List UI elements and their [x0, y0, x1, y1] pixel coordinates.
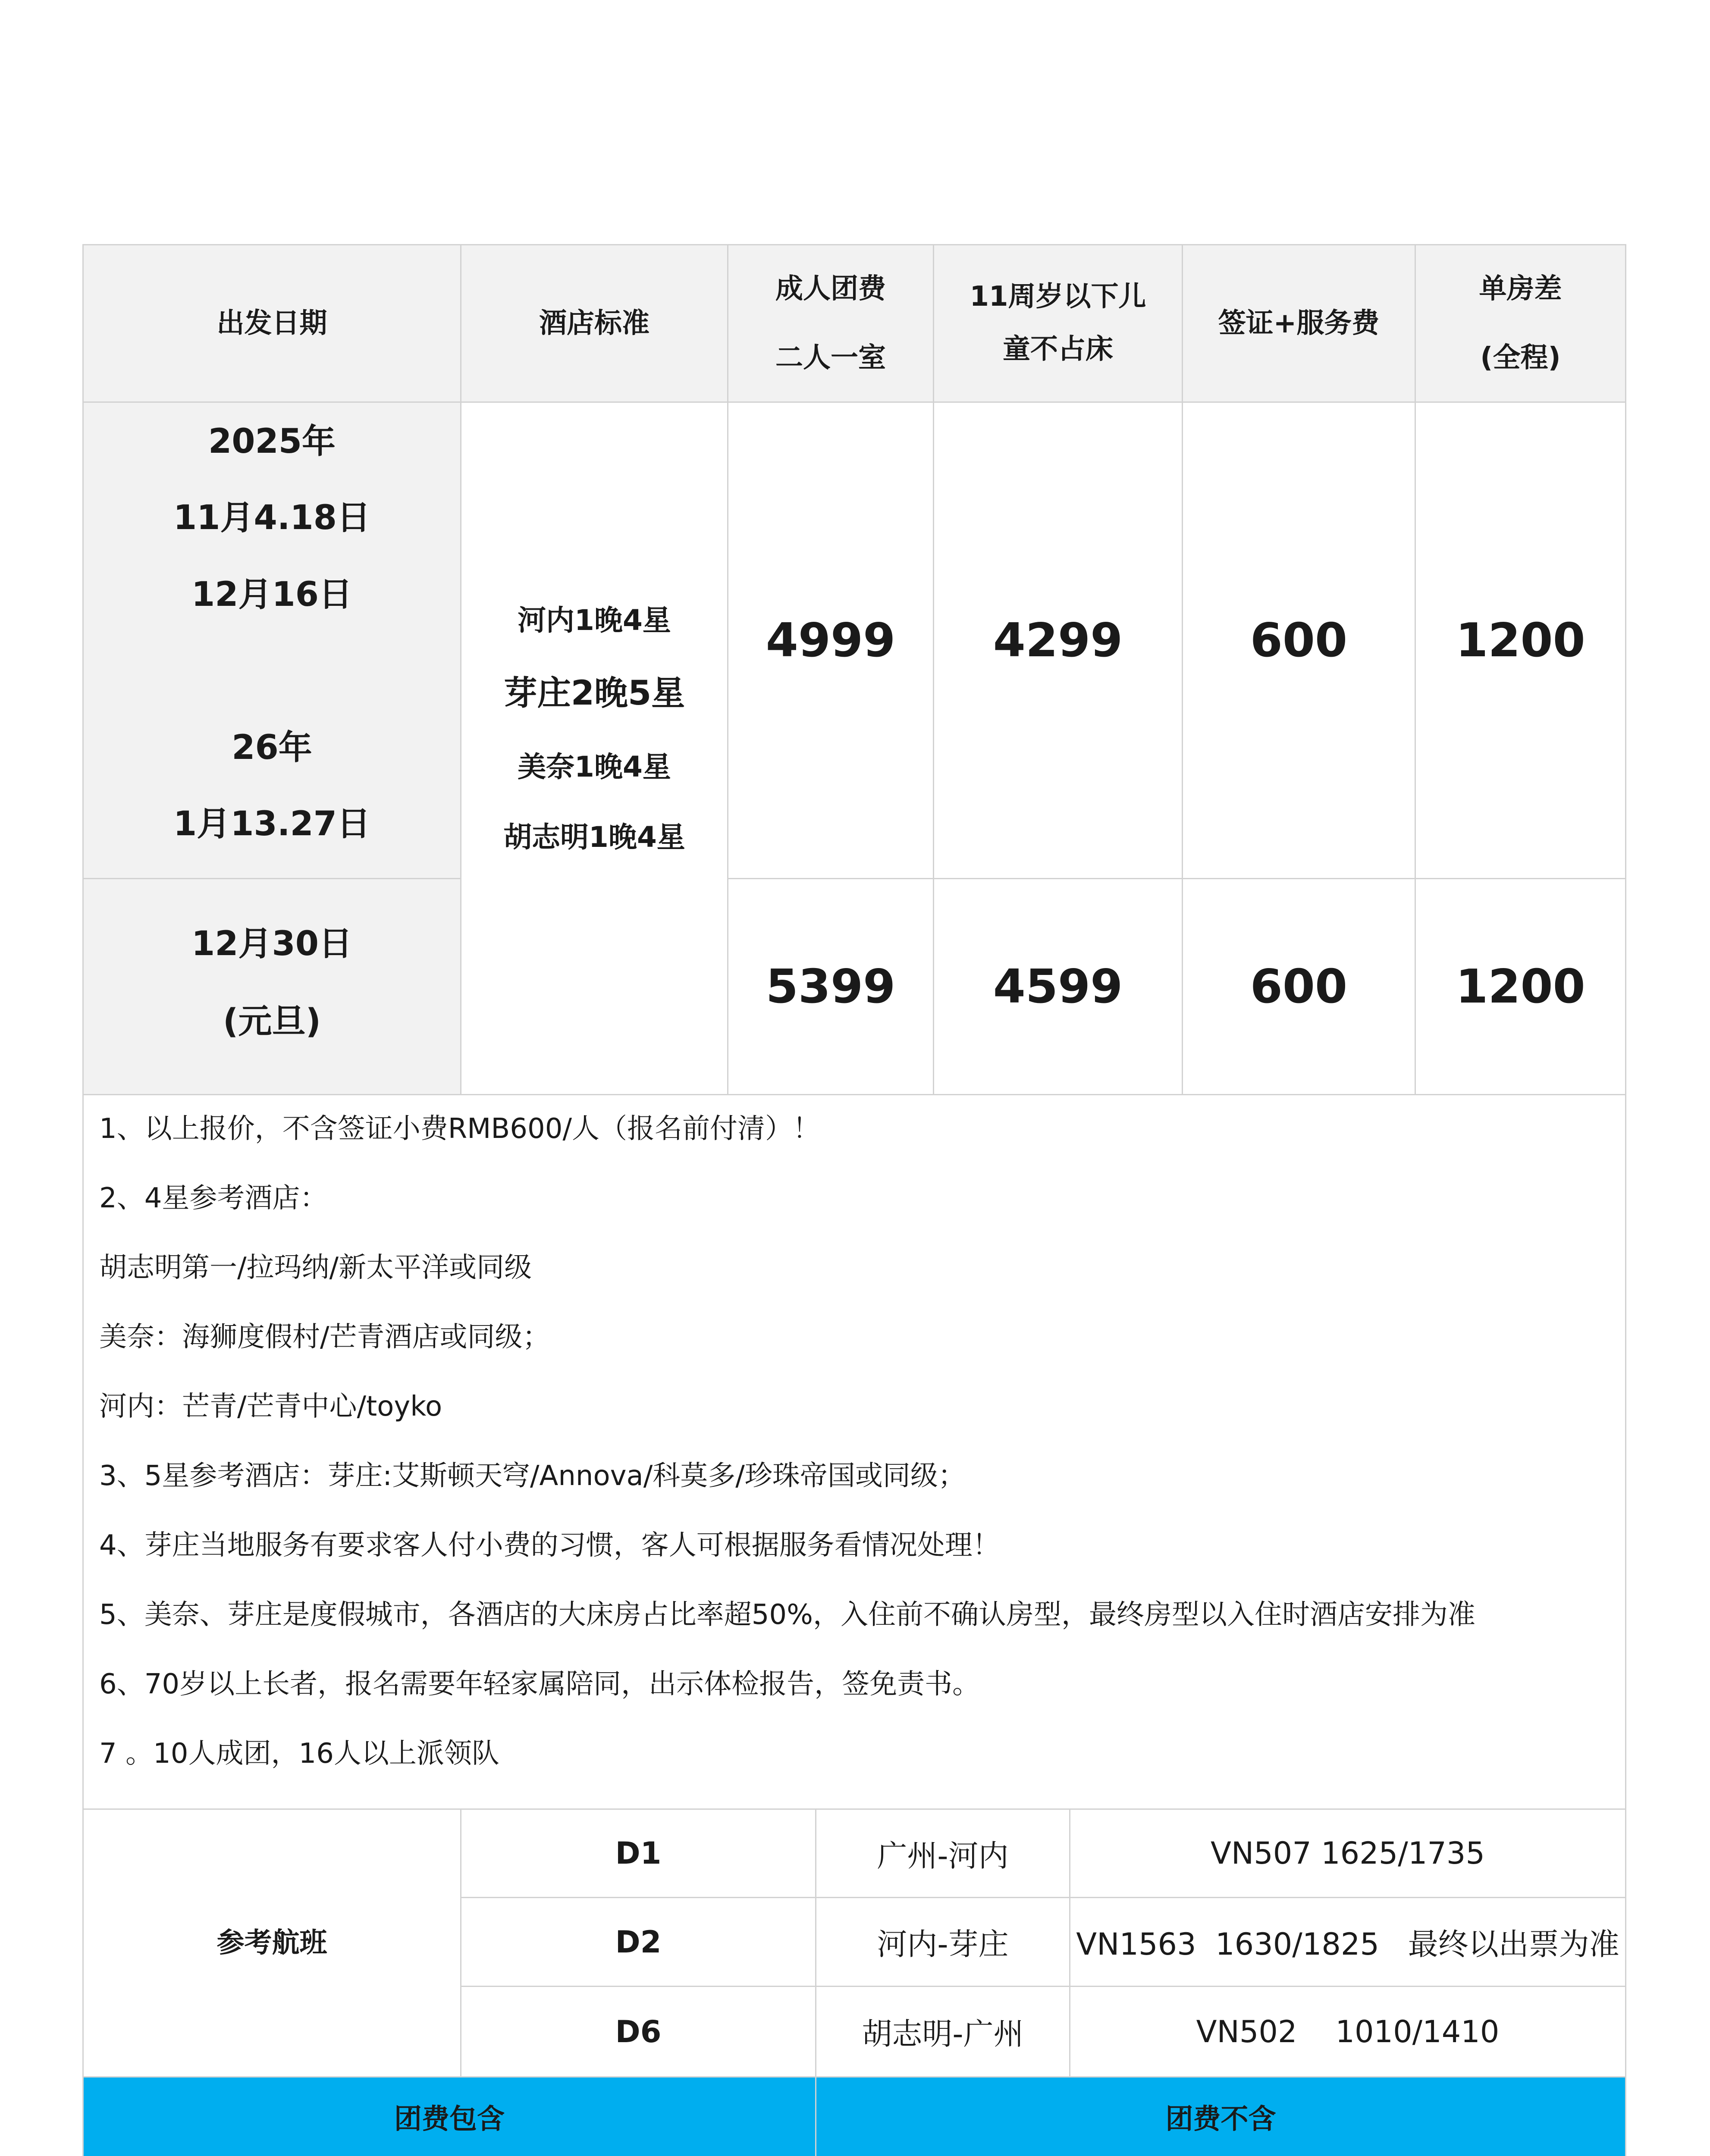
- flight-route-text: 广州-河内: [877, 1838, 1009, 1874]
- fee-excluded-text: 团费不含: [1165, 2103, 1276, 2135]
- row2-visa-price-text: 600: [1250, 959, 1348, 1014]
- header-child-fee-line1: 11周岁以下儿: [970, 281, 1146, 313]
- fee-included-header: [82, 2076, 816, 2156]
- note-line: 胡志明第一/拉玛纳/新太平洋或同级: [99, 1252, 532, 1284]
- row1-single-room-price-text: 1200: [1456, 613, 1585, 667]
- header-adult-fee-line2: 二人一室: [775, 342, 886, 374]
- flight-day-text: D6: [615, 2014, 662, 2049]
- row1-visa-price-text: 600: [1250, 613, 1348, 667]
- departure-dates-group-1: [82, 401, 461, 879]
- note-line: 河内：芒青/芒青中心/toyko: [99, 1391, 442, 1423]
- flight-route-text: 河内-芽庄: [877, 1927, 1009, 1962]
- date-line: 1月13.27日: [173, 805, 370, 843]
- fee-included-text: 团费包含: [394, 2103, 505, 2135]
- flight-day: [460, 1986, 816, 2078]
- row2-single-room-price: [1415, 878, 1626, 1095]
- flight-route: [815, 1808, 1070, 1898]
- note-line: 3、5星参考酒店：芽庄:艾斯顿天穹/Annova/科莫多/珍珠帝国或同级；: [99, 1460, 966, 1492]
- header-departure-date-text: 出发日期: [216, 307, 327, 339]
- flight-number-text: VN502 1010/1410: [1196, 2014, 1500, 2049]
- flight-number: [1069, 1897, 1626, 1987]
- flight-route: [815, 1986, 1070, 2078]
- row1-single-room-price: [1415, 401, 1626, 879]
- tour-price-table: [82, 244, 1626, 2156]
- flight-route: [815, 1897, 1070, 1987]
- header-visa-fee-text: 签证+服务费: [1218, 307, 1380, 339]
- note-line: 1、以上报价，不含签证小费RMB600/人（报名前付清）！: [99, 1113, 821, 1145]
- row1-adult-price: [727, 401, 934, 879]
- header-hotel-standard-text: 酒店标准: [539, 307, 649, 339]
- hotel-line: 河内1晚4星: [518, 604, 671, 637]
- row2-child-price: [933, 878, 1183, 1095]
- flight-day-text: D1: [615, 1836, 662, 1871]
- row1-adult-price-text: 4999: [766, 613, 896, 667]
- note-line: 美奈：海狮度假村/芒青酒店或同级；: [99, 1321, 550, 1353]
- flight-number-text: VN507 1625/1735: [1211, 1836, 1485, 1871]
- row2-visa-price: [1182, 878, 1416, 1095]
- header-single-room: [1415, 244, 1626, 403]
- hotel-standard-cell: [460, 401, 728, 1095]
- note-line: 7 。10人成团，16人以上派领队: [99, 1738, 499, 1770]
- date-line: 12月16日: [191, 575, 353, 614]
- flight-number: [1069, 1808, 1626, 1898]
- header-adult-fee-line1: 成人团费: [775, 273, 886, 305]
- header-hotel-standard: [460, 244, 728, 403]
- hotel-line: 胡志明1晚4星: [503, 821, 685, 854]
- row1-child-price: [933, 401, 1183, 879]
- row2-single-room-price-text: 1200: [1456, 959, 1585, 1014]
- flights-label: [82, 1808, 461, 2078]
- note-line: 4、芽庄当地服务有要求客人付小费的习惯，客人可根据服务看情况处理！: [99, 1529, 1000, 1561]
- row2-child-price-text: 4599: [993, 959, 1123, 1014]
- note-line: 6、70岁以上长者，报名需要年轻家属陪同，出示体检报告，签免责书。: [99, 1668, 980, 1700]
- flight-day: [460, 1808, 816, 1898]
- departure-dates-group-2: [82, 878, 461, 1095]
- row2-adult-price: [727, 878, 934, 1095]
- date-line: 11月4.18日: [173, 498, 370, 537]
- fee-excluded-header: [815, 2076, 1626, 2156]
- date-line: 2025年: [208, 422, 336, 461]
- flights-label-text: 参考航班: [216, 1927, 327, 1959]
- flight-number: [1069, 1986, 1626, 2078]
- hotel-line: 美奈1晚4星: [518, 750, 671, 783]
- notes-section: [82, 1094, 1626, 1810]
- date-line: 26年: [232, 728, 312, 767]
- row2-adult-price-text: 5399: [766, 959, 896, 1014]
- flight-day: [460, 1897, 816, 1987]
- header-adult-fee: [727, 244, 934, 403]
- flight-number-text: VN1563 1630/1825 最终以出票为准: [1076, 1927, 1619, 1962]
- header-departure-date: [82, 244, 461, 403]
- date-line: (元旦): [223, 1002, 321, 1041]
- note-line: 5、美奈、芽庄是度假城市，各酒店的大床房占比率超50%，入住前不确认房型，最终房型以入住时酒店安排为准: [99, 1599, 1475, 1631]
- row1-visa-price: [1182, 401, 1416, 879]
- hotel-line: 芽庄2晚5星: [503, 674, 685, 713]
- row1-child-price-text: 4299: [993, 613, 1123, 667]
- date-line: 12月30日: [191, 924, 353, 963]
- header-child-fee-line2: 童不占床: [1003, 333, 1113, 365]
- flight-route-text: 胡志明-广州: [862, 2016, 1024, 2052]
- header-single-room-line1: 单房差: [1479, 273, 1562, 305]
- flight-day-text: D2: [615, 1924, 662, 1960]
- note-line: 2、4星参考酒店：: [99, 1182, 328, 1214]
- header-visa-fee: [1182, 244, 1416, 403]
- header-single-room-line2: (全程): [1480, 342, 1561, 374]
- header-child-fee: [933, 244, 1183, 403]
